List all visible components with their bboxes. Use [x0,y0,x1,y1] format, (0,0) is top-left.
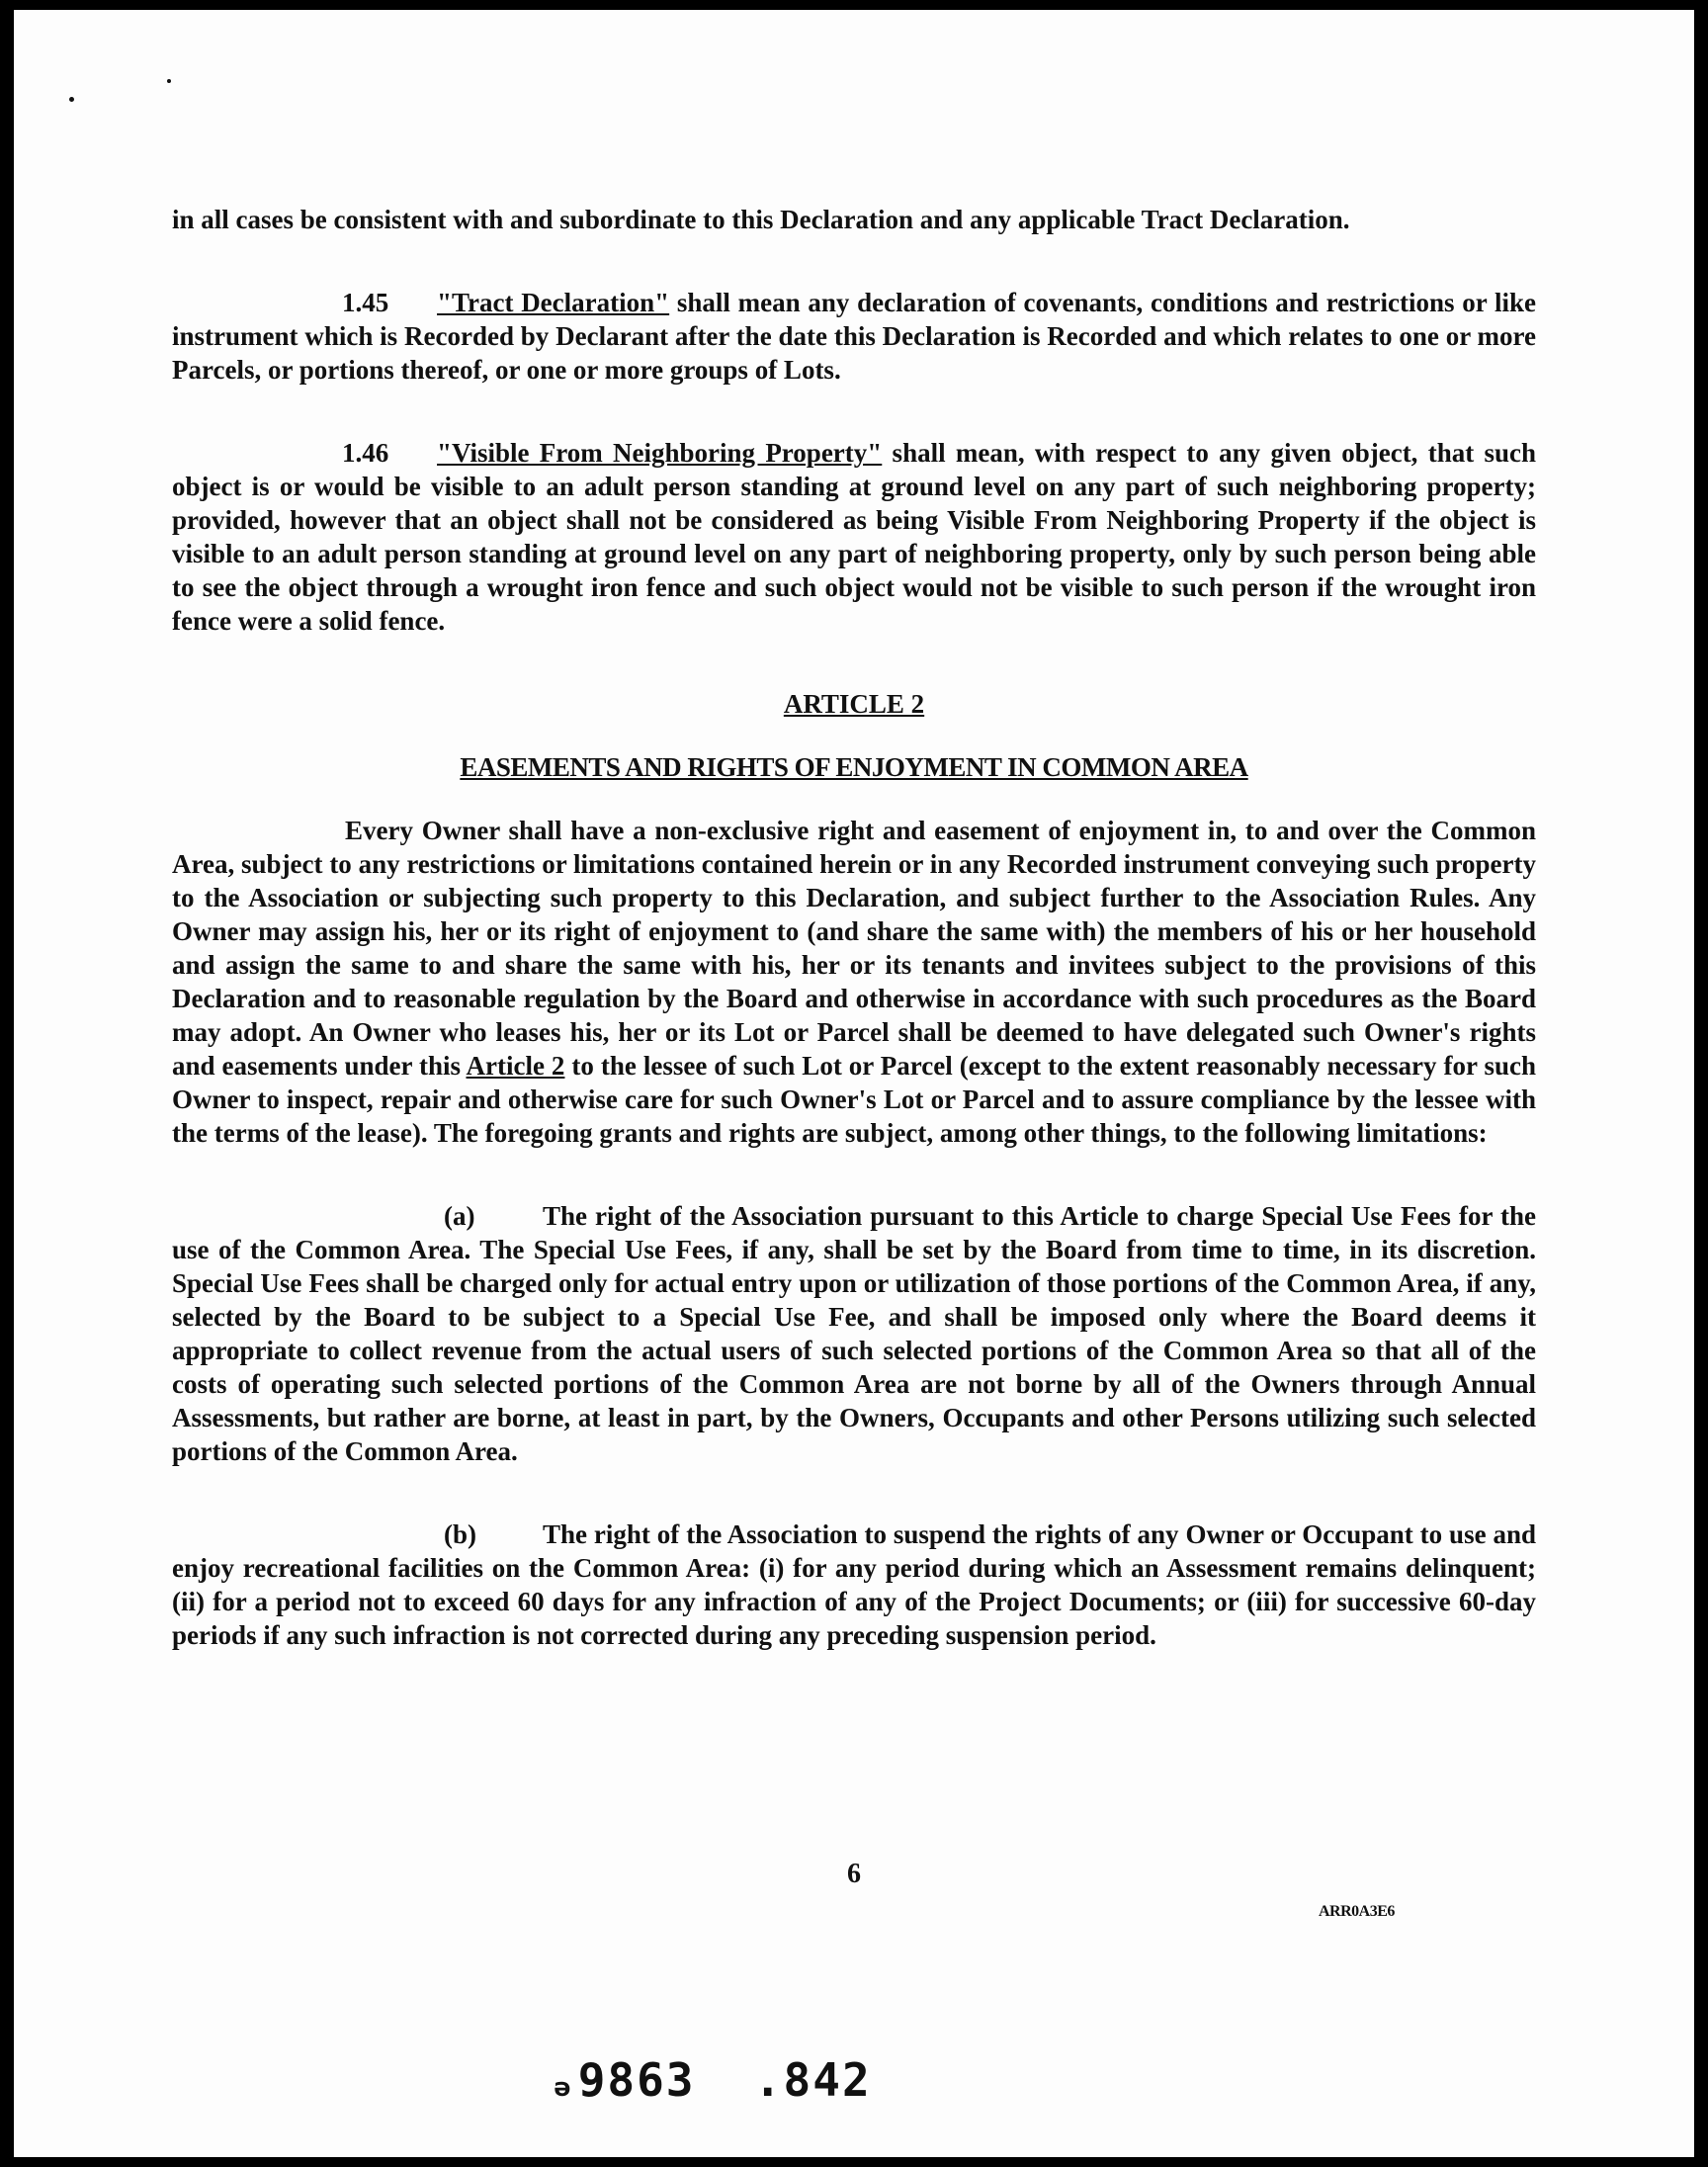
article-reference: Article 2 [466,1051,565,1081]
item-label: (a) [444,1201,475,1231]
section-text: shall mean, with respect to any given object, that such object is or would be visible to an adult person standing at ground level on any part of such neighboring property; provided, however that an object shall not be considered as being Visible From Neighboring Property if the object is visible to an adult person standing at ground level on any part of neighboring property, only by such person being able to see the object through a wrought iron fence and such object would not be visible to such person if the wrought iron fence were a solid fence. [172,438,1537,636]
document-code: ARR0A3E6 [1319,1903,1395,1920]
item-text: The right of the Association to suspend the rights of any Owner or Occupant to use and enjoy recreational facilities on the Common Area: (i) for any period during which an Assessment remains delinquent; (ii) for a period not to exceed 60 days for any infraction of any of the Project Documents; or (iii) for successive 60-day periods if any such infraction is not corrected during any preceding suspension period. [172,1519,1536,1650]
continuation-paragraph: in all cases be consistent with and subordinate to this Declaration and any applicable Tract Declaration. [172,205,1350,234]
limitation-item-a [172,1199,1536,1468]
body-text: Every Owner shall have a non-exclusive right and easement of enjoyment in, to and over the Common Area, subject to any restrictions or limitations contained herein or in any Recorded instrument conveying such property to the Association or subjecting such property to this Declaration, and subject further to the Association Rules. Any Owner may assign his, her or its right of enjoyment to (and share the same with) the members of his or her household and assign the same to and share the same with his, her or its tenants and invitees subject to the provisions of this Declaration and to reasonable regulation by the Board and otherwise in accordance with such procedures as the Board may adopt. An Owner who leases his, her or its Lot or Parcel shall be deemed to have delegated such Owner's rights and easements under this [172,816,1536,1081]
scan-speck [69,97,74,102]
scan-speck [167,79,171,83]
article-title: EASEMENTS AND RIGHTS OF ENJOYMENT IN COMMON AREA [460,752,1248,782]
defined-term: "Visible From Neighboring Property" [437,438,883,468]
page-number: 6 [847,1859,861,1889]
article-heading: ARTICLE 2 [783,689,925,719]
item-label: (b) [444,1519,476,1549]
section-1-45 [172,286,1536,387]
article-body-paragraph [172,814,1536,1150]
item-text: The right of the Association pursuant to this Article to charge Special Use Fees for the use of the Common Area. The Special Use Fees, if any, shall be set by the Board from time to time, in its discretion. Special Use Fees shall be charged only for actual entry upon or utilization of those portions of the Common Area, if any, selected by the Board to be subject to a Special Use Fee, and shall be imposed only where the Board deems it appropriate to collect revenue from the actual users of such selected portions of the Common Area so that all of the costs of operating such selected portions of the Common Area are not borne by all of the Owners through Annual Assessments, but rather are borne, at least in part, by the Owners, Occupants and other Persons utilizing such selected portions of the Common Area. [172,1201,1536,1466]
body-text: to the lessee of such Lot or Parcel (except to the extent reasonably necessary for such Owner to inspect, repair and otherwise care for such Owner's Lot or Parcel and to assure compliance by the lessee with the terms of the lease). The foregoing grants and rights are subject, among other things, to the following limitations: [172,1051,1536,1148]
limitation-item-b [172,1517,1536,1652]
recording-stamp: ₔ9863 .842 [549,2053,872,2107]
defined-term: "Tract Declaration" [437,288,670,317]
section-number: 1.45 [342,288,389,317]
section-1-46 [172,436,1536,638]
section-number: 1.46 [342,438,389,468]
section-text: shall mean any declaration of covenants, conditions and restrictions or like instrument which is Recorded by Declarant after the date this Declaration is Recorded and which relates to one or more Parcels, or portions thereof, or one or more groups of Lots. [172,288,1536,385]
document-body [172,203,1536,1652]
